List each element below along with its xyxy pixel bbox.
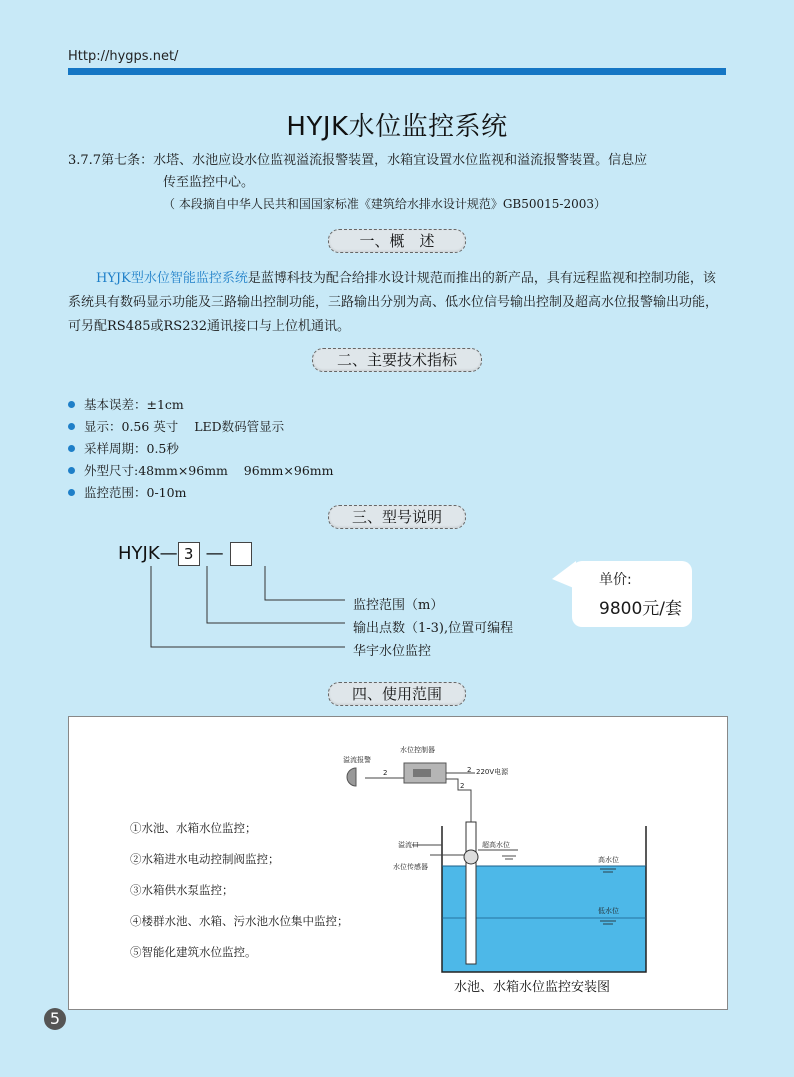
diagram-overflow-label: 溢流口 — [398, 841, 419, 849]
spec-item: 监控范围：0-10m — [68, 482, 334, 504]
model-desc-brand: 华宇水位监控 — [353, 644, 432, 659]
model-desc-range: 监控范围（m） — [353, 598, 444, 613]
spec-item: 基本误差：±1cm — [68, 394, 334, 416]
diagram-high-level-label: 高水位 — [598, 856, 619, 864]
price-value: 9800元/套 — [599, 599, 682, 619]
page-number: 5 — [44, 1008, 66, 1030]
usage-item: ④楼群水池、水箱、污水池水位集中监控； — [130, 914, 349, 928]
wire-count-label: 2 — [460, 782, 465, 790]
diagram-superhigh-label: 超高水位 — [482, 841, 510, 849]
usage-item: ⑤智能化建筑水位监控。 — [130, 945, 257, 959]
spec-item: 采样周期：0.5秒 — [68, 438, 334, 460]
model-points-box: 3 — [178, 542, 200, 566]
spec-item: 显示：0.56 英寸 LED数码管显示 — [68, 416, 334, 438]
wire-count-label: 2 — [383, 769, 388, 777]
wire-count-label: 2 — [467, 766, 472, 774]
diagram-sensor-label: 水位传感器 — [393, 863, 428, 871]
diagram-alarm-label: 溢流报警 — [343, 756, 371, 764]
diagram-power-label: 220V电源 — [476, 768, 509, 776]
price-label: 单价: — [599, 572, 632, 588]
sensor-float — [464, 850, 478, 864]
section-model-heading: 三、型号说明 — [328, 505, 466, 529]
usage-item: ①水池、水箱水位监控； — [130, 821, 257, 835]
model-prefix: HYJK— — [118, 543, 178, 564]
diagram-low-level-label: 低水位 — [598, 907, 619, 915]
site-url[interactable]: Http://hygps.net/ — [68, 49, 179, 64]
rule-line-1: 3.7.7第七条：水塔、水池应设水位监视溢流报警装置，水箱宜设置水位监视和溢流报警装置。信息应 — [68, 153, 648, 168]
section-overview-heading: 一、概 述 — [328, 229, 466, 253]
spec-item: 外型尺寸:48mm×96mm 96mm×96mm — [68, 460, 334, 482]
usage-item: ②水箱进水电动控制阀监控； — [130, 852, 280, 866]
rule-line-2: 传至监控中心。 — [163, 175, 255, 190]
rule-source: （ 本段摘自中华人民共和国国家标准《建筑给水排水设计规范》GB50015-2003） — [163, 197, 606, 211]
alarm-bell-icon — [347, 768, 356, 786]
model-dash: — — [205, 543, 224, 564]
sensor-probe — [466, 822, 476, 964]
diagram-caption: 水池、水箱水位监控安装图 — [454, 980, 611, 995]
section-usage-heading: 四、使用范围 — [328, 682, 466, 706]
usage-item: ③水箱供水泵监控； — [130, 883, 234, 897]
page-title: HYJK水位监控系统 — [286, 112, 508, 142]
diagram-controller-label: 水位控制器 — [400, 746, 435, 754]
overview-text: 是蓝博科技为配合给排水设计规范而推出的新产品，具有远程监视和控制功能，该系统具有数码显示功能及三路输出控制功能，三路输出分别为高、低水位信号输出控制及超高水位报警输出功能，可另配RS485或RS232通讯接口与上位机通讯。 — [68, 271, 719, 334]
product-name-highlight: HYJK型水位智能监控系统 — [96, 271, 248, 286]
model-desc-points: 输出点数（1-3),位置可编程 — [353, 621, 514, 636]
section-specs-heading: 二、主要技术指标 — [312, 348, 482, 372]
